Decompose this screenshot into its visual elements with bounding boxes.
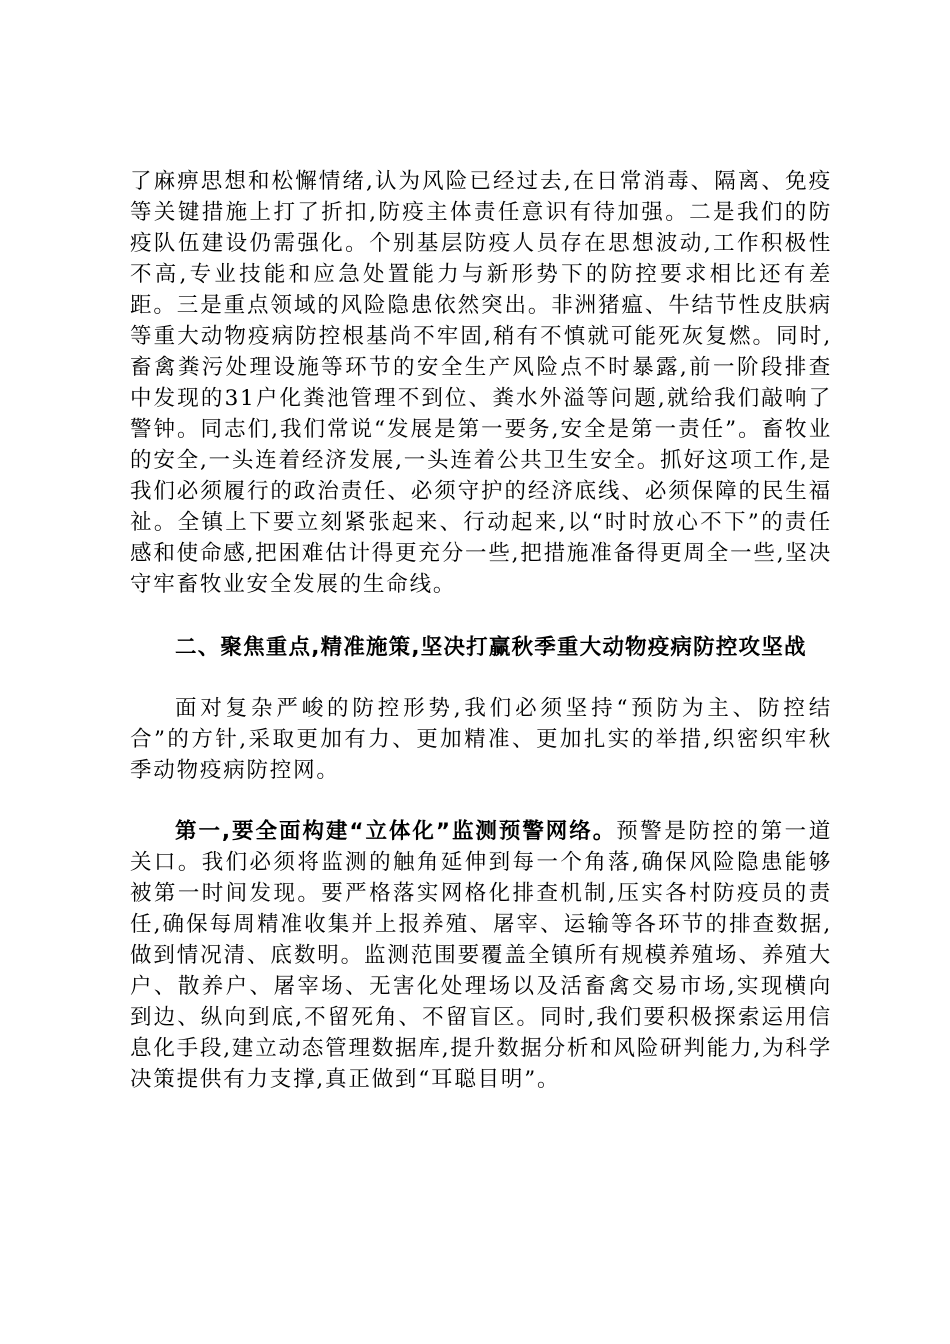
document-page: [130, 166, 832, 1095]
paragraph-body-text: 预警是防控的第一道关口。我们必须将监测的触角延伸到每一个角落,确保风险隐患能够被第一时间发现。要严格落实网格化排查机制,压实各村防疫员的责任,确保每周精准收集并上报养殖、屠宰、运输等各环节的排查数据,做到情况清、底数明。监测范围要覆盖全镇所有规模养殖场、养殖大户、散养户、屠宰场、无害化处理场以及活畜禽交易市场,实现横向到边、纵向到底,不留死角、不留盲区。同时,我们要积极探索运用信息化手段,建立动态管理数据库,提升数据分析和风险研判能力,为科学决策提供有力支撑,真正做到“耳聪目明”。: [130, 819, 832, 1092]
body-paragraph: 了麻痹思想和松懈情绪,认为风险已经过去,在日常消毒、隔离、免疫等关键措施上打了折扣,防疫主体责任意识有待加强。二是我们的防疫队伍建设仍需强化。个别基层防疫人员存在思想波动,工作积极性不高,专业技能和应急处置能力与新形势下的防控要求相比还有差距。三是重点领域的风险隐患依然突出。非洲猪瘟、牛结节性皮肤病等重大动物疫病防控根基尚不牢固,稍有不慎就可能死灰复燃。同时,畜禽粪污处理设施等环节的安全生产风险点不时暴露,前一阶段排查中发现的31户化粪池管理不到位、粪水外溢等问题,就给我们敲响了警钟。同志们,我们常说“发展是第一要务,安全是第一责任”。畜牧业的安全,一头连着经济发展,一头连着公共卫生安全。抓好这项工作,是我们必须履行的政治责任、必须守护的经济底线、必须保障的民生福祉。全镇上下要立刻紧张起来、行动起来,以“时时放心不下”的责任感和使命感,把困难估计得更充分一些,把措施准备得更周全一些,坚决守牢畜牧业安全发展的生命线。: [130, 169, 832, 597]
body-paragraph: [130, 816, 832, 1095]
section-heading: 二、聚焦重点,精准施策,坚决打赢秋季重大动物疫病防控攻坚战: [175, 635, 807, 660]
body-paragraph: 面对复杂严峻的防控形势,我们必须坚持“预防为主、防控结合”的方针,采取更加有力、更加精准、更加扎实的举措,织密织牢秋季动物疫病防控网。: [130, 696, 832, 783]
paragraph-lead-sentence: 第一,要全面构建“立体化”监测预警网络。: [175, 819, 617, 844]
